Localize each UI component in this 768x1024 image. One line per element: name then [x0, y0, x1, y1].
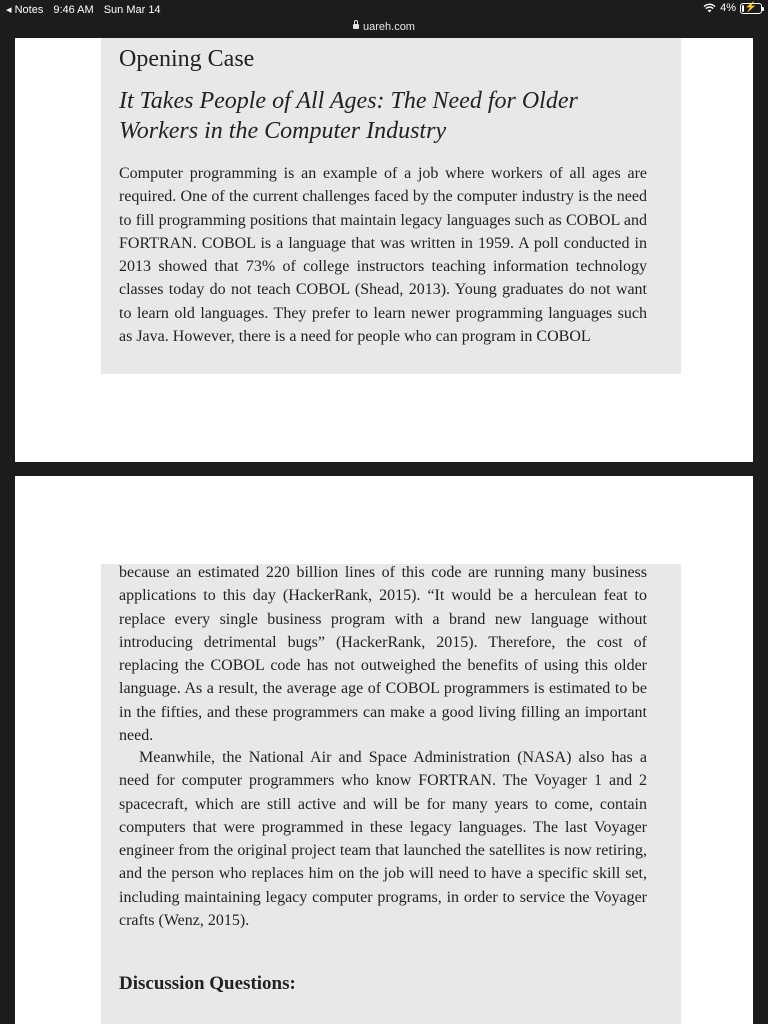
document-page-2: [15, 476, 753, 1024]
lock-icon: [353, 24, 359, 29]
case-paragraph-2: Meanwhile, the National Air and Space Administration (NASA) also has a need for computer programmers who know FORTRAN. The Voyager 1 and 2 spacecraft, which are still active and will be for many years to come, contain computers that were programmed in these legacy languages. The last Voyager engineer from the original project team that launched the satellites is now retiring, and the person who replaces him on the job will need to have a specific skill set, including maintaining legacy computer programs, in order to service the Voyager crafts (Wenz, 2015).: [119, 749, 647, 930]
case-title: It Takes People of All Ages: The Need for Older Workers in the Computer Industry: [119, 88, 578, 144]
back-app-label: Notes: [14, 4, 44, 16]
case-box-continued: [101, 564, 681, 1024]
case-paragraph: Computer programming is an example of a job where workers of all ages are required. One of the current challenges faced by the computer industry is the need to fill programming positions that maintain legacy languages such as COBOL and FORTRAN. COBOL is a language that was written in 1959. A poll conducted in 2013 showed that 73% of college instructors teaching information technology classes today do not teach COBOL (Shead, 2013). Young graduates do not want to learn old languages. They prefer to learn newer programming languages such as Java. However, there is a need for people who can program in COBOL: [119, 165, 647, 346]
discussion-questions-heading: Discussion Questions:: [119, 973, 296, 994]
charging-bolt-icon: ⚡: [744, 1, 758, 13]
status-time: 9:46 AM: [53, 3, 94, 16]
status-bar: [0, 0, 768, 18]
case-label: Opening Case: [119, 46, 255, 72]
address-bar[interactable]: [0, 18, 768, 38]
wifi-icon: [703, 3, 716, 13]
case-paragraph-continued: because an estimated 220 billion lines of this code are running many business applications to this day (HackerRank, 2015). “It would be a herculean feat to replace every single business program with a brand new language without introducing detrimental bugs” (HackerRank, 2015). Therefore, the cost of replacing the COBOL code has not outweighed the benefits of using this older language. As a result, the average age of COBOL programmers is estimated to be in the fifties, and these programmers can make a good living filling an important need.: [119, 564, 647, 745]
case-box: [101, 38, 681, 374]
status-date: Sun Mar 14: [103, 3, 161, 16]
url-text: uareh.com: [363, 21, 415, 33]
battery-percent: 4%: [720, 2, 736, 14]
document-page-1: [15, 38, 753, 462]
battery-icon: [740, 3, 762, 14]
back-to-notes-button[interactable]: ◂ Notes: [6, 4, 44, 16]
